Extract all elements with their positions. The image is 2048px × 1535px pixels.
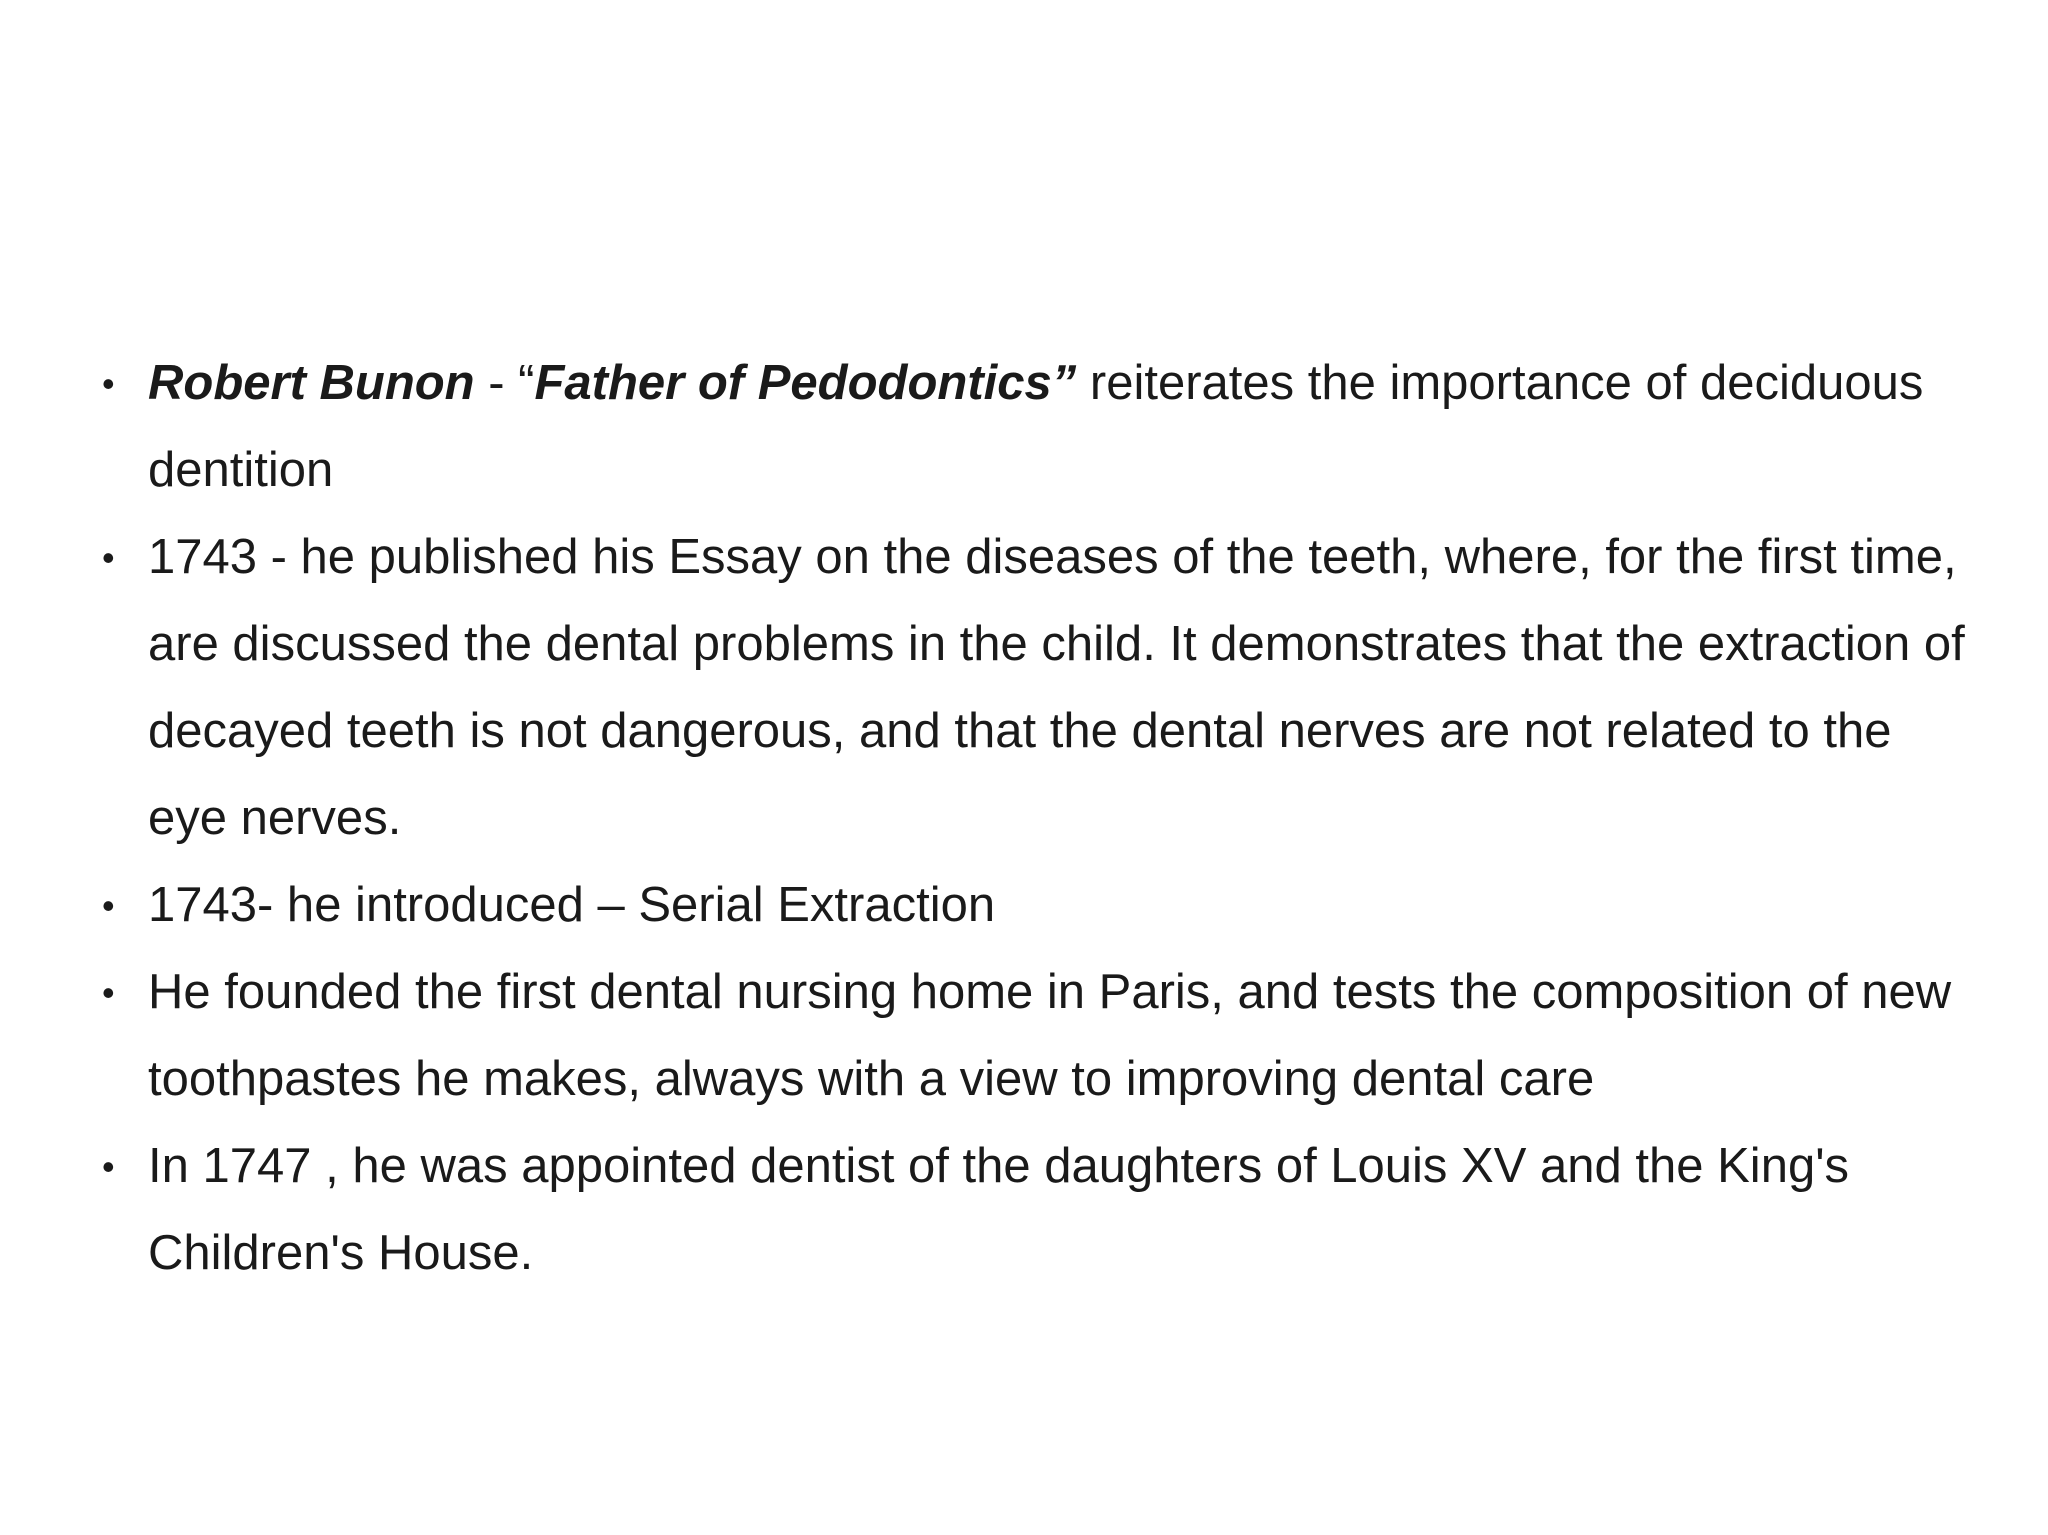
list-item-nursing-home [102,949,1982,1123]
item-text: 1743 - he published his Essay on the diseases of the teeth, where, for the first time, are discussed the dental problems in the child. It demonstrates that the extraction of decayed teeth is not dangerous, and that the dental nerves are not related to the eye nerves. [148,530,1965,845]
list-item-essay [102,514,1982,862]
item-text: 1743- he introduced – Serial Extraction [148,878,996,932]
item-text: reiterates the importance of deciduous dentition [148,356,1924,497]
bullet-icon: • [102,537,115,578]
bullet-icon: • [102,1146,115,1187]
list-item-bunon-title [102,340,1982,514]
honorific-title: Father of Pedodontics” [534,356,1077,410]
list-item-appointment [102,1123,1982,1297]
item-text: He founded the first dental nursing home in Paris, and tests the composition of new toothpastes he makes, always with a view to improving dental care [148,965,1952,1106]
bullet-list [102,340,1982,1297]
person-name: Robert Bunon [148,356,475,410]
item-text: In 1747 , he was appointed dentist of the daughters of Louis XV and the King's Children's House. [148,1139,1850,1280]
bullet-icon: • [102,972,115,1013]
open-quote: “ [518,356,535,410]
list-item-serial-extraction [102,862,1982,949]
bullet-icon: • [102,885,115,926]
bullet-icon: • [102,363,115,404]
separator: - [474,356,519,410]
